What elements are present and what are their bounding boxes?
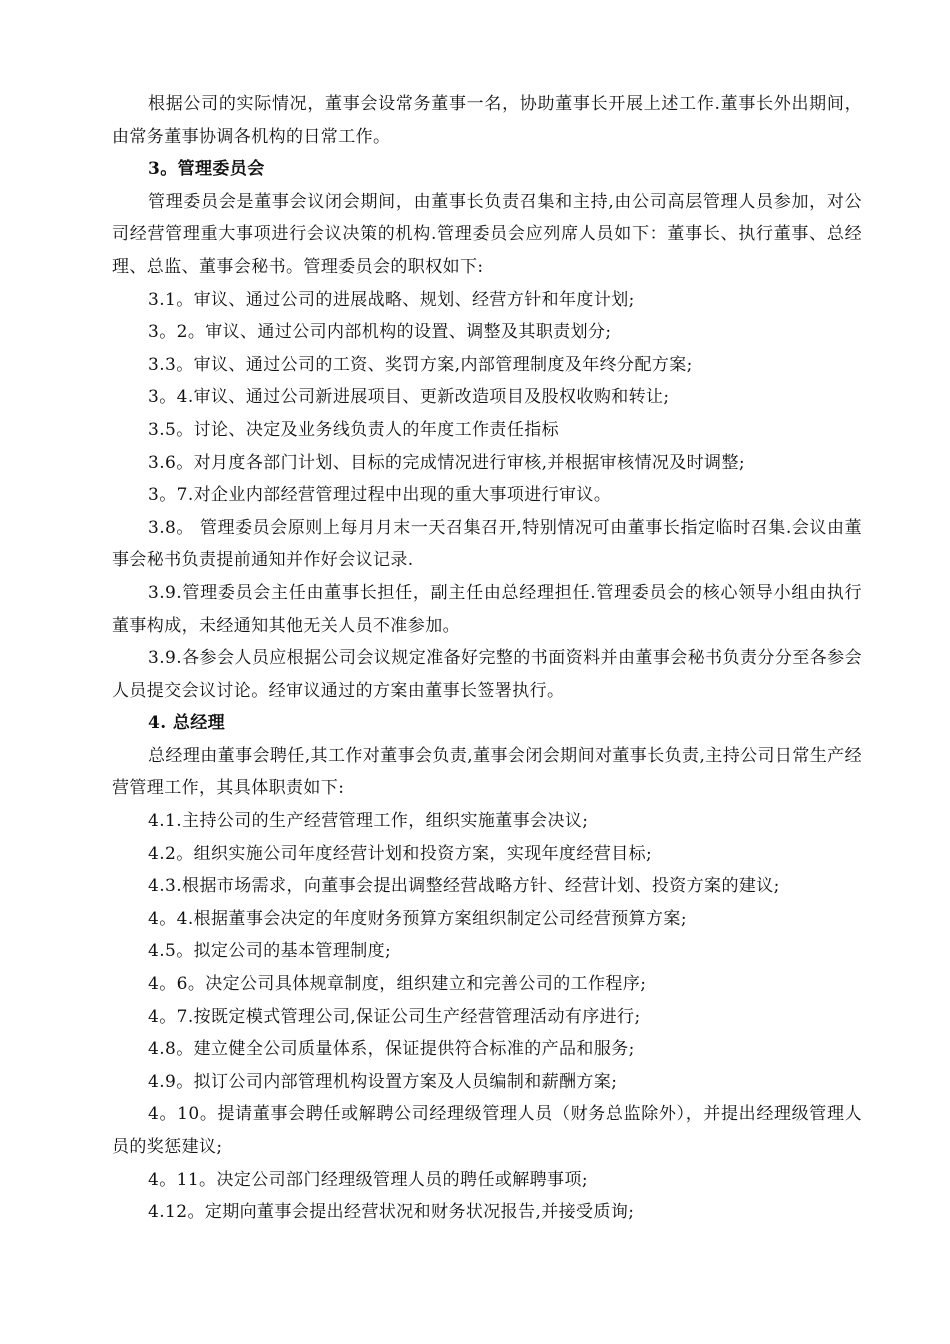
section-heading-3: 3。管理委员会	[148, 159, 265, 180]
list-item-3-1: 3.1。审议、通过公司的进展战略、规划、经营方针和年度计划;	[148, 289, 635, 310]
list-item-4-2: 4.2。组织实施公司年度经营计划和投资方案，实现年度经营目标;	[148, 843, 653, 864]
list-item-4-3: 4.3.根据市场需求，向董事会提出调整经营战略方针、经营计划、投资方案的建议;	[148, 876, 780, 897]
document-page	[112, 88, 862, 1229]
paragraph-management-committee: 管理委员会是董事会议闭会期间，由董事长负责召集和主持,由公司高层管理人员参加，对公司经营管理重大事项进行会议决策的机构.管理委员会应列席人员如下：董事长、执行董事、总经理、总监、董事会秘书。管理委员会的职权如下:	[112, 191, 862, 277]
list-item-3-3: 3.3。审议、通过公司的工资、奖罚方案,内部管理制度及年终分配方案;	[148, 354, 693, 375]
section-heading-4: 4. 总经理	[148, 713, 226, 734]
list-item-3-9b: 3.9.各参会人员应根据公司会议规定准备好完整的书面资料并由董事会秘书负责分分至各参会人员提交会议讨论。经审议通过的方案由董事长签署执行。	[112, 648, 862, 701]
list-item-4-5: 4.5。拟定公司的基本管理制度;	[148, 941, 392, 962]
paragraph-intro: 根据公司的实际情况，董事会设常务董事一名，协助董事长开展上述工作.董事长外出期间，由常务董事协调各机构的日常工作。	[112, 94, 862, 147]
list-item-4-9: 4.9。拟订公司内部管理机构设置方案及人员编制和薪酬方案;	[148, 1071, 618, 1092]
list-item-3-7: 3。7.对企业内部经营管理过程中出现的重大事项进行审议。	[148, 485, 612, 506]
list-item-4-10: 4。10。提请董事会聘任或解聘公司经理级管理人员（财务总监除外），并提出经理级管理人员的奖惩建议;	[112, 1104, 862, 1157]
list-item-3-5: 3.5。讨论、决定及业务线负责人的年度工作责任指标	[148, 419, 560, 440]
list-item-3-4: 3。4.审议、通过公司新进展项目、更新改造项目及股权收购和转让;	[148, 387, 670, 408]
list-item-4-11: 4。11。决定公司部门经理级管理人员的聘任或解聘事项;	[148, 1169, 588, 1190]
list-item-4-1: 4.1.主持公司的生产经营管理工作，组织实施董事会决议;	[148, 811, 589, 832]
list-item-3-8: 3.8。 管理委员会原则上每月月末一天召集召开,特别情况可由董事长指定临时召集.会议由董事会秘书负责提前通知并作好会议记录.	[112, 517, 862, 571]
list-item-4-12: 4.12。定期向董事会提出经营状况和财务状况报告,并接受质询;	[148, 1202, 635, 1223]
list-item-4-8: 4.8。建立健全公司质量体系，保证提供符合标准的产品和服务;	[148, 1039, 635, 1060]
list-item-3-2: 3。2。审议、通过公司内部机构的设置、调整及其职责划分;	[148, 322, 612, 343]
list-item-4-7: 4。7.按既定模式管理公司,保证公司生产经营管理活动有序进行;	[148, 1006, 641, 1027]
list-item-4-4: 4。4.根据董事会决定的年度财务预算方案组织制定公司经营预算方案;	[148, 908, 687, 929]
list-item-4-6: 4。6。决定公司具体规章制度，组织建立和完善公司的工作程序;	[148, 974, 647, 995]
list-item-3-9a: 3.9.管理委员会主任由董事长担任，副主任由总经理担任.管理委员会的核心领导小组由执行董事构成，未经通知其他无关人员不准参加。	[112, 582, 862, 636]
list-item-3-6: 3.6。对月度各部门计划、目标的完成情况进行审核,并根据审核情况及时调整;	[148, 452, 745, 473]
paragraph-general-manager: 总经理由董事会聘任,其工作对董事会负责,董事会闭会期间对董事长负责,主持公司日常生产经营管理工作，其具体职责如下:	[112, 745, 862, 799]
